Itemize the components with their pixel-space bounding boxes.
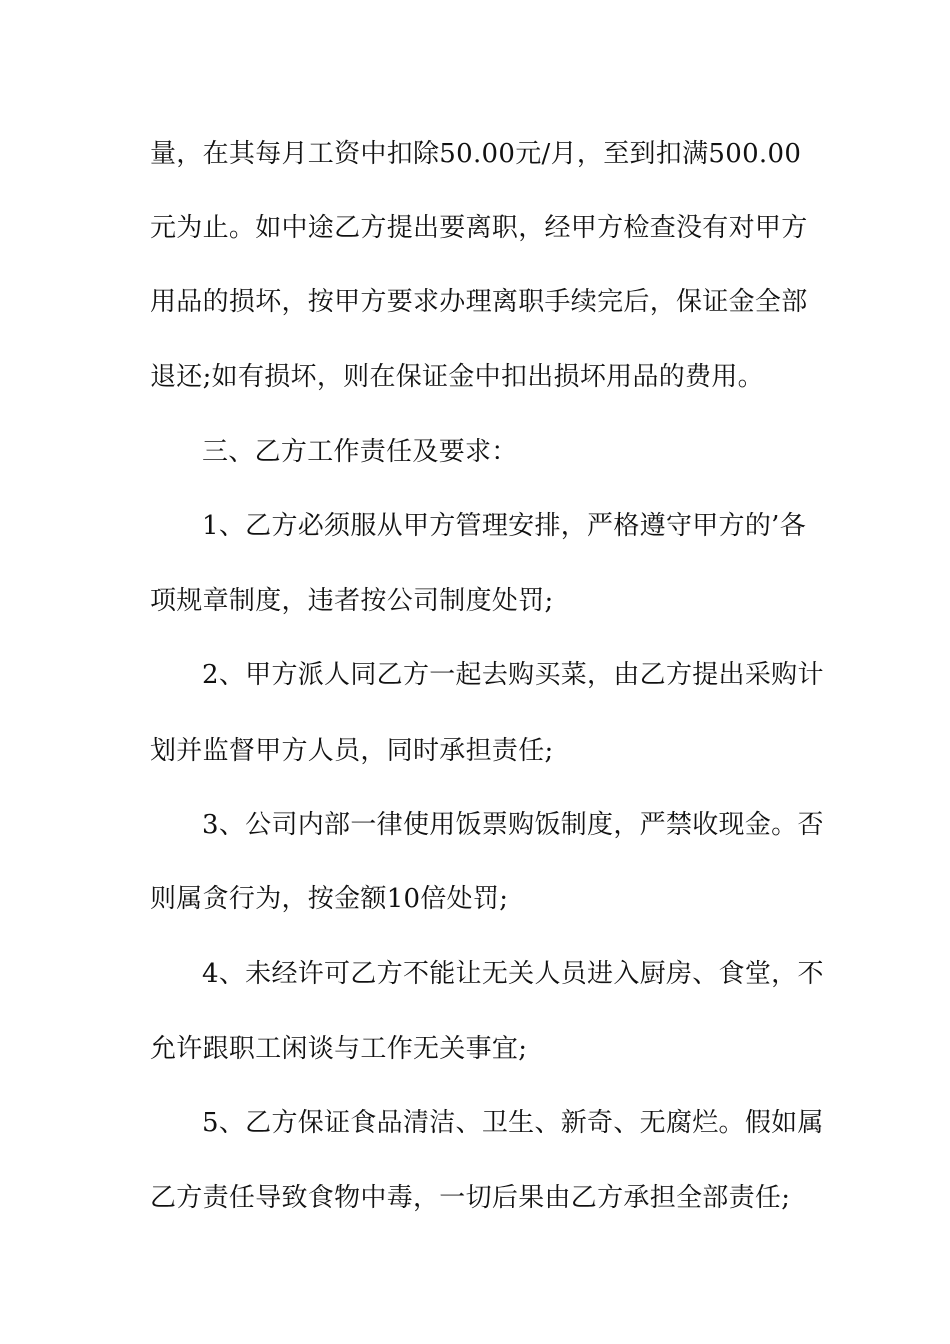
- paragraph-line: 5、乙方保证食品清洁、卫生、新奇、无腐烂。假如属: [202, 1108, 824, 1138]
- paragraph-line: 划并监督甲方人员，同时承担责任;: [150, 736, 554, 766]
- paragraph-line: 用品的损坏，按甲方要求办理离职手续完后，保证金全部: [150, 287, 808, 317]
- paragraph-line: 项规章制度，违者按公司制度处罚;: [150, 586, 554, 616]
- paragraph-line: 则属贪行为，按金额10倍处罚;: [150, 884, 509, 914]
- paragraph-line: 3、公司内部一律使用饭票购饭制度，严禁收现金。否: [202, 810, 824, 840]
- paragraph-line: 4、未经许可乙方不能让无关人员进入厨房、食堂，不: [202, 959, 824, 989]
- paragraph-line: 乙方责任导致食物中毒，一切后果由乙方承担全部责任;: [150, 1183, 791, 1213]
- paragraph-line: 允许跟职工闲谈与工作无关事宜;: [150, 1034, 528, 1064]
- paragraph-line: 1、乙方必须服从甲方管理安排，严格遵守甲方的’各: [202, 511, 807, 541]
- paragraph-line: 元为止。如中途乙方提出要离职，经甲方检查没有对甲方: [150, 213, 808, 243]
- paragraph-line: 2、甲方派人同乙方一起去购买菜，由乙方提出采购计: [202, 660, 824, 690]
- paragraph-line: 退还;如有损坏，则在保证金中扣出损坏用品的费用。: [150, 362, 764, 392]
- paragraph-line: 量，在其每月工资中扣除50.00元/月，至到扣满500.00: [150, 139, 802, 169]
- section-heading: 三、乙方工作责任及要求：: [202, 437, 518, 467]
